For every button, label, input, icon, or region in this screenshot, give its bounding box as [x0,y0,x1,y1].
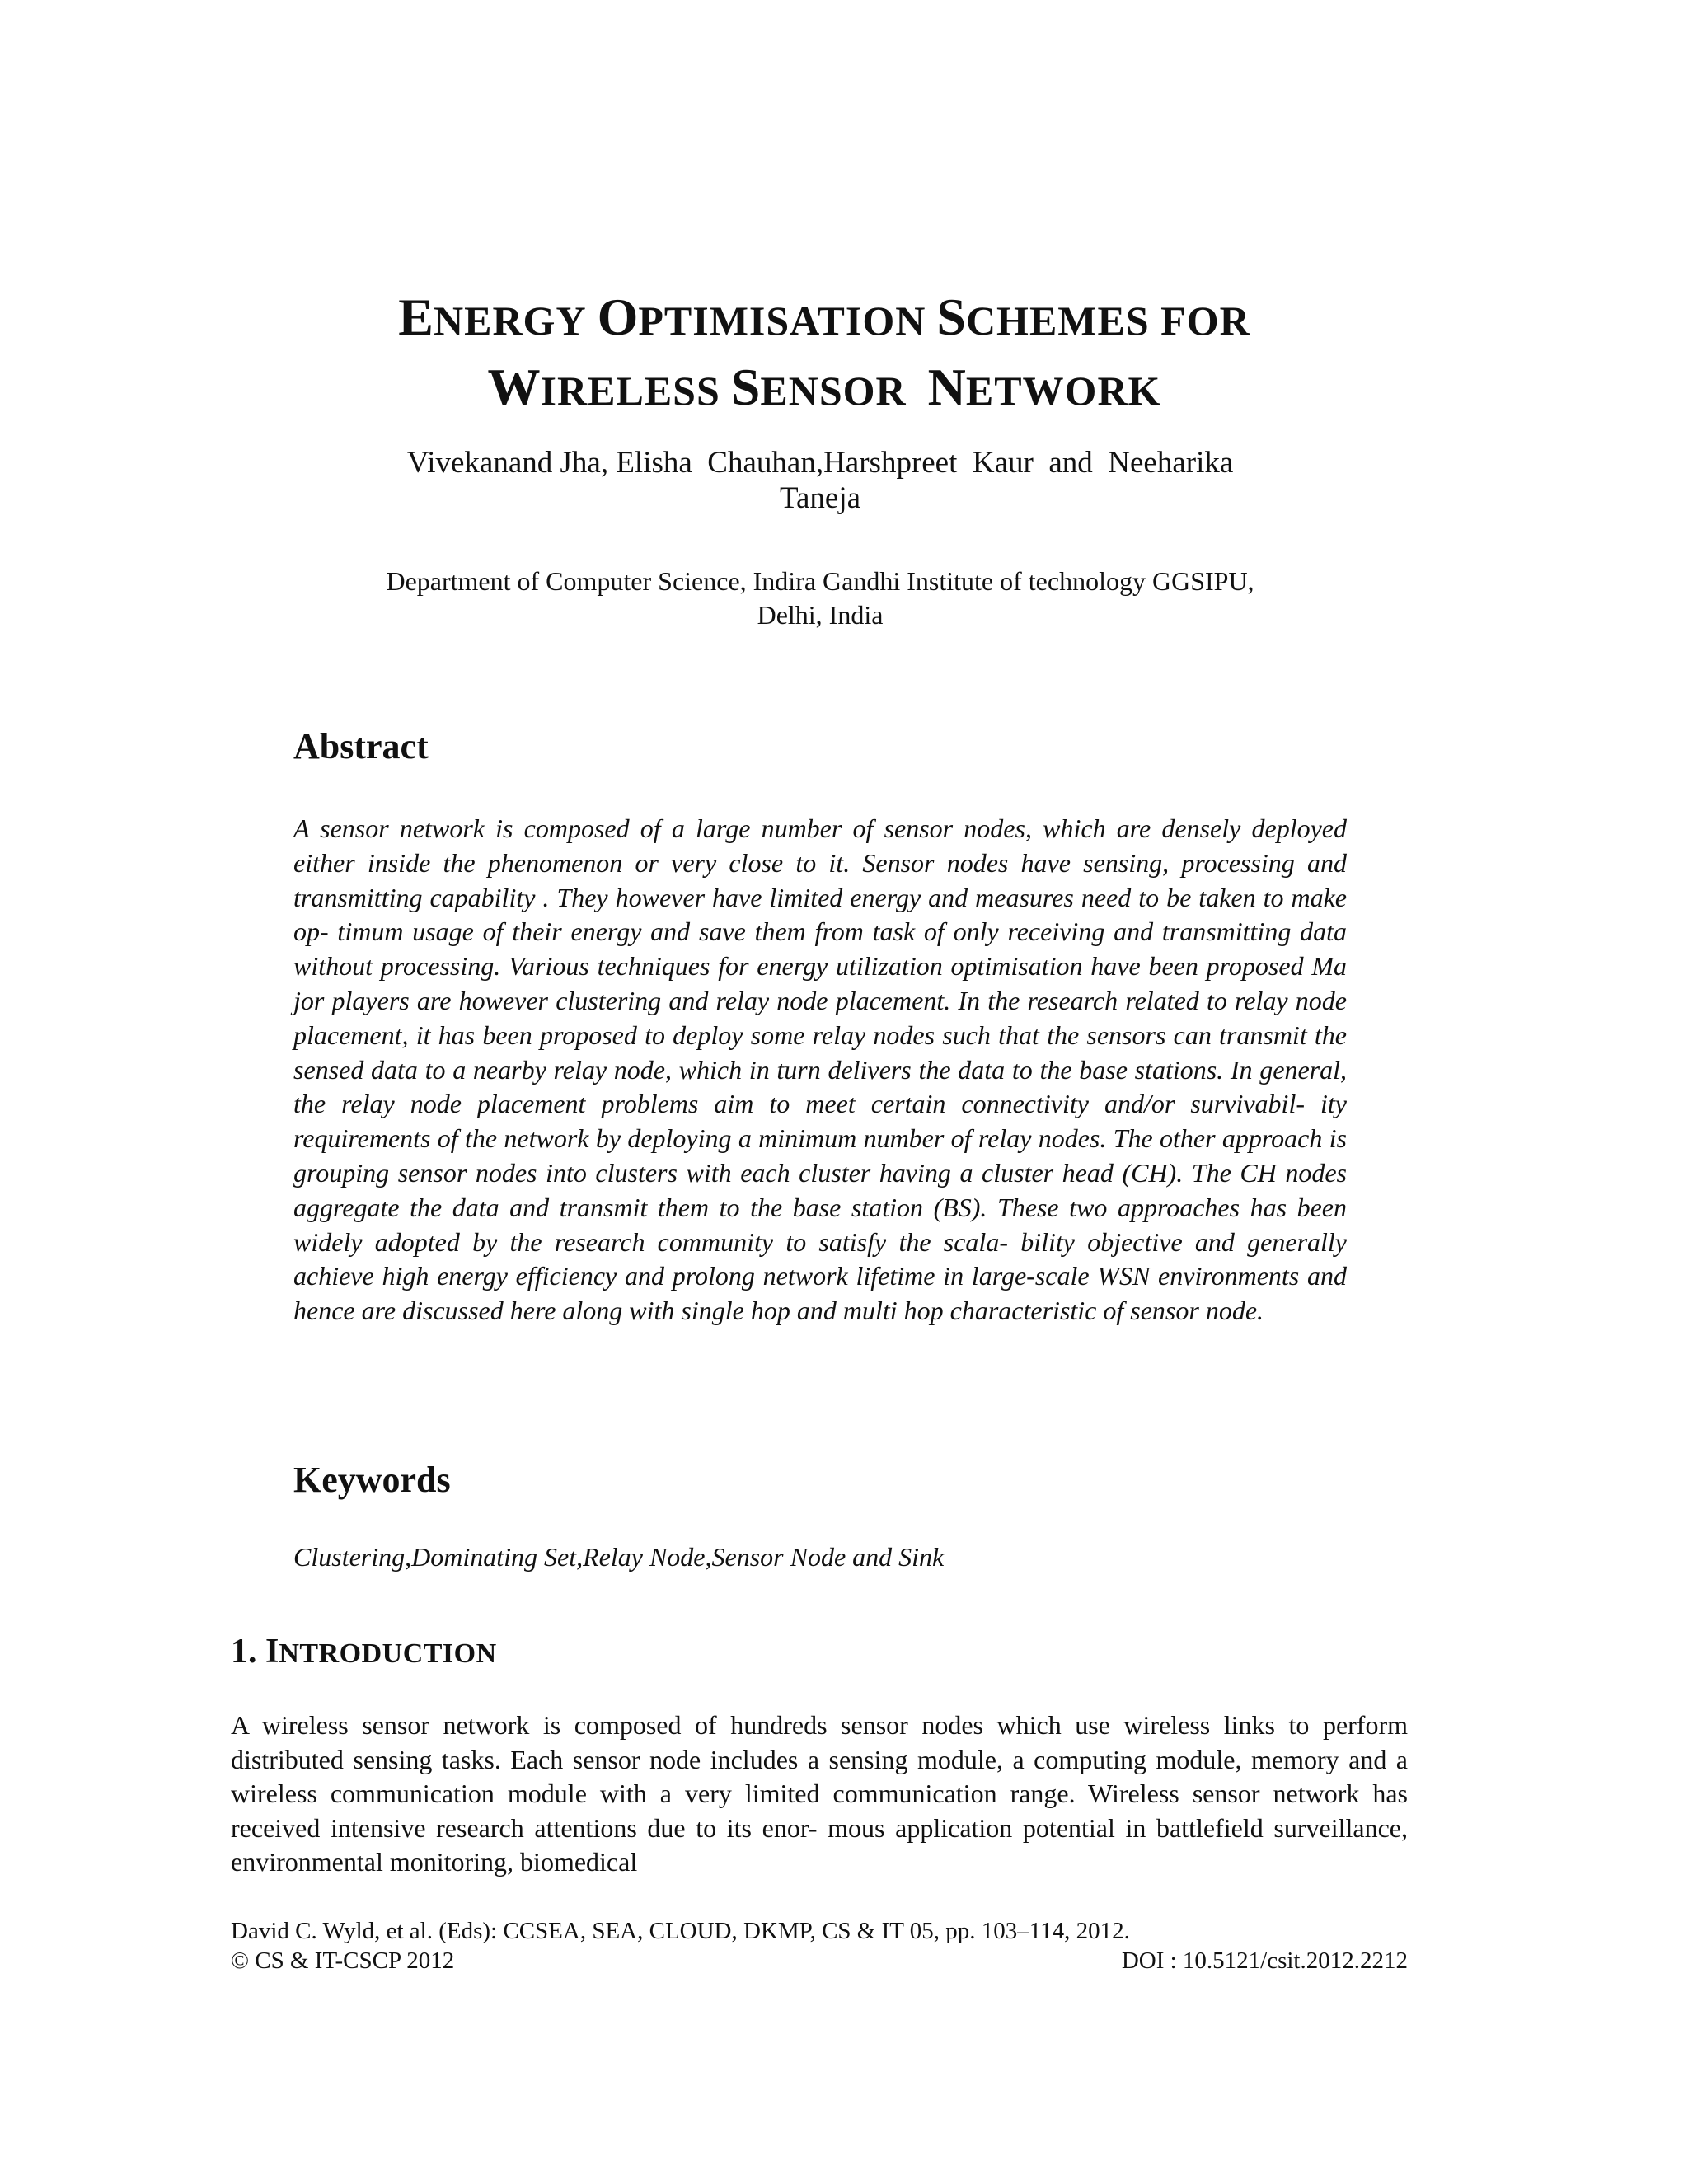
affiliation-line-2: Delhi, India [757,600,884,630]
authors-line-2: Taneja [779,481,861,515]
author-affiliation [293,565,1348,632]
introduction-text: A wireless sensor network is composed of hundreds sensor nodes which use wireless links to perform distributed sensing tasks. Each sensor node includes a sensing module, a computing module, memory and a wireless communication module with a very limited communication range. Wireless sensor network has received intensive research attentions due to its enor- mous application potential in battlefield surveillance, environmental monitoring, biomedical [231,1710,1408,1877]
affiliation-line-1: Department of Computer Science, Indira Gandhi Institute of technology GGSIPU, [386,566,1254,596]
authors-line-1: Vivekanand Jha, Elisha Chauhan,Harshpreet Kaur and Neeharika [406,446,1234,480]
footer-citation: David C. Wyld, et al. (Eds): CCSEA, SEA, CLOUD, DKMP, CS & IT 05, pp. 103–114, 2012. [231,1918,1130,1944]
paper-title [247,284,1401,424]
keywords-text: Clustering,Dominating Set,Relay Node,Sensor Node and Sink [293,1542,945,1572]
footer-row [231,1946,1408,1975]
section-heading-introduction [231,1630,497,1675]
abstract-text: A sensor network is composed of a large number of sensor nodes, which are densely deployed either inside the phenomenon or very close to it. Sensor nodes have sensing, processing and transmitting capability . They however have limited energy and measures need to be taken to make op- timum usage of their energy and save them from task of only receiving and transmitting data without processing. Various techniques for energy utilization optimisation have been proposed Ma jor players are however clustering and relay node placement. In the research related to relay node placement, it has been proposed to deploy some relay nodes such that the sensors can transmit the sensed data to a nearby relay node, which in turn delivers the data to the base stations. In general, the relay node placement problems aim to meet certain connectivity and/or survivabil- ity requirements of the network by deploying a minimum number of relay nodes. The other approach is grouping sensor nodes into clusters with each cluster having a cluster head (CH). The CH nodes aggregate the data and transmit them to the base station (BS). These two approaches has been widely adopted by the research community to satisfy the scala- bility objective and generally achieve high energy efficiency and prolong network lifetime in large-scale WSN environments and hence are discussed here along with single hop and multi hop characteristic of sensor node. [293,813,1347,1326]
section-number: 1. I [231,1633,279,1671]
title-line-2: WIRELESS SENSOR NETWORK [487,358,1161,416]
page-footer [231,1916,1408,1975]
title-line-1: ENERGY OPTIMISATION SCHEMES FOR [398,288,1250,346]
author-list [293,445,1348,516]
keywords-heading: Keywords [293,1460,451,1500]
footer-copyright: © CS & IT-CSCP 2012 [231,1947,455,1974]
footer-doi: DOI : 10.5121/csit.2012.2212 [1121,1947,1408,1974]
section-title: NTRODUCTION [279,1638,497,1669]
abstract-heading: Abstract [293,726,429,766]
